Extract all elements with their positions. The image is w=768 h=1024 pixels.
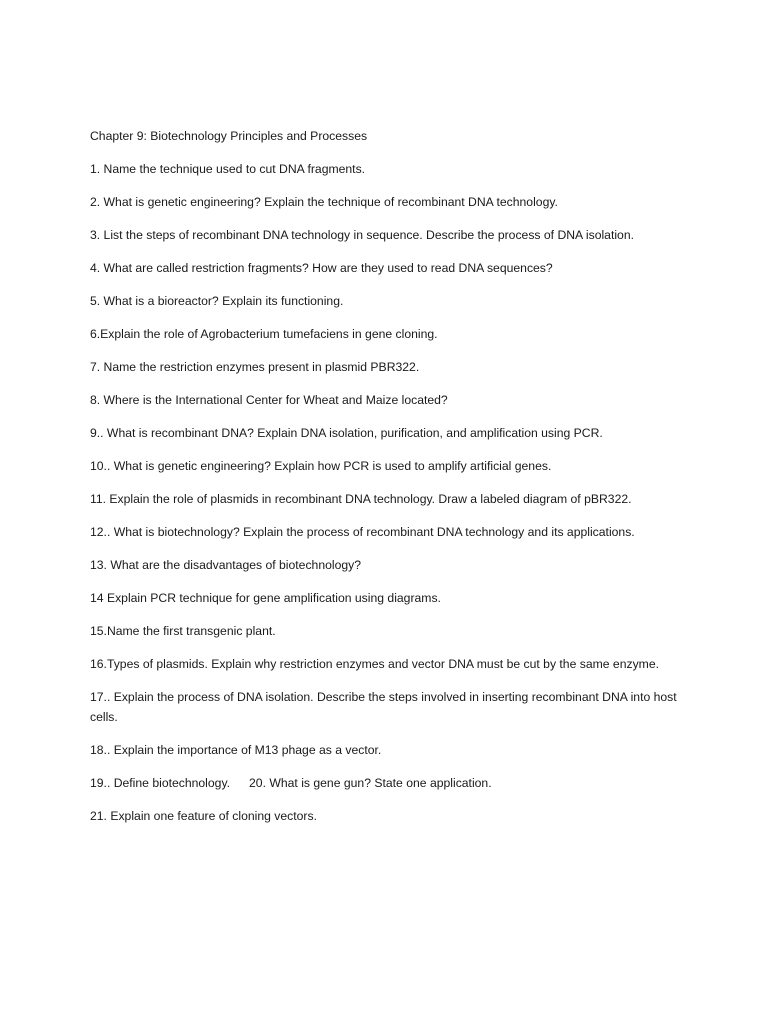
question-2: 2. What is genetic engineering? Explain the technique of recombinant DNA technology. [90,195,558,209]
question-8: 8. Where is the International Center for Wheat and Maize located? [90,393,448,407]
question-10: 10.. What is genetic engineering? Explain how PCR is used to amplify artificial genes. [90,459,552,473]
chapter-heading: Chapter 9: Biotechnology Principles and Processes [90,129,368,143]
question-21: 21. Explain one feature of cloning vectors. [90,809,317,823]
question-19: 19.. Define biotechnology. [90,776,231,790]
question-11: 11. Explain the role of plasmids in recombinant DNA technology. Draw a labeled diagram of pBR322. [90,492,632,506]
question-17: 17.. Explain the process of DNA isolation. Describe the steps involved in inserting recombinant DNA into host cells. [90,690,677,724]
question-20: 20. What is gene gun? State one application. [249,776,492,790]
question-16: 16.Types of plasmids. Explain why restriction enzymes and vector DNA must be cut by the same enzyme. [90,657,659,671]
question-19-20-row [90,773,690,793]
question-4: 4. What are called restriction fragments? How are they used to read DNA sequences? [90,261,553,275]
question-5: 5. What is a bioreactor? Explain its functioning. [90,294,344,308]
question-list [90,126,690,839]
question-9: 9.. What is recombinant DNA? Explain DNA isolation, purification, and amplification using PCR. [90,426,603,440]
question-15: 15.Name the first transgenic plant. [90,624,276,638]
question-18: 18.. Explain the importance of M13 phage as a vector. [90,743,382,757]
question-7: 7. Name the restriction enzymes present in plasmid PBR322. [90,360,420,374]
question-14: 14 Explain PCR technique for gene amplification using diagrams. [90,591,441,605]
question-12: 12.. What is biotechnology? Explain the process of recombinant DNA technology and its applications. [90,525,635,539]
question-3: 3. List the steps of recombinant DNA technology in sequence. Describe the process of DNA isolation. [90,228,634,242]
question-6: 6.Explain the role of Agrobacterium tumefaciens in gene cloning. [90,327,438,341]
question-1: 1. Name the technique used to cut DNA fragments. [90,162,366,176]
question-13: 13. What are the disadvantages of biotechnology? [90,558,362,572]
